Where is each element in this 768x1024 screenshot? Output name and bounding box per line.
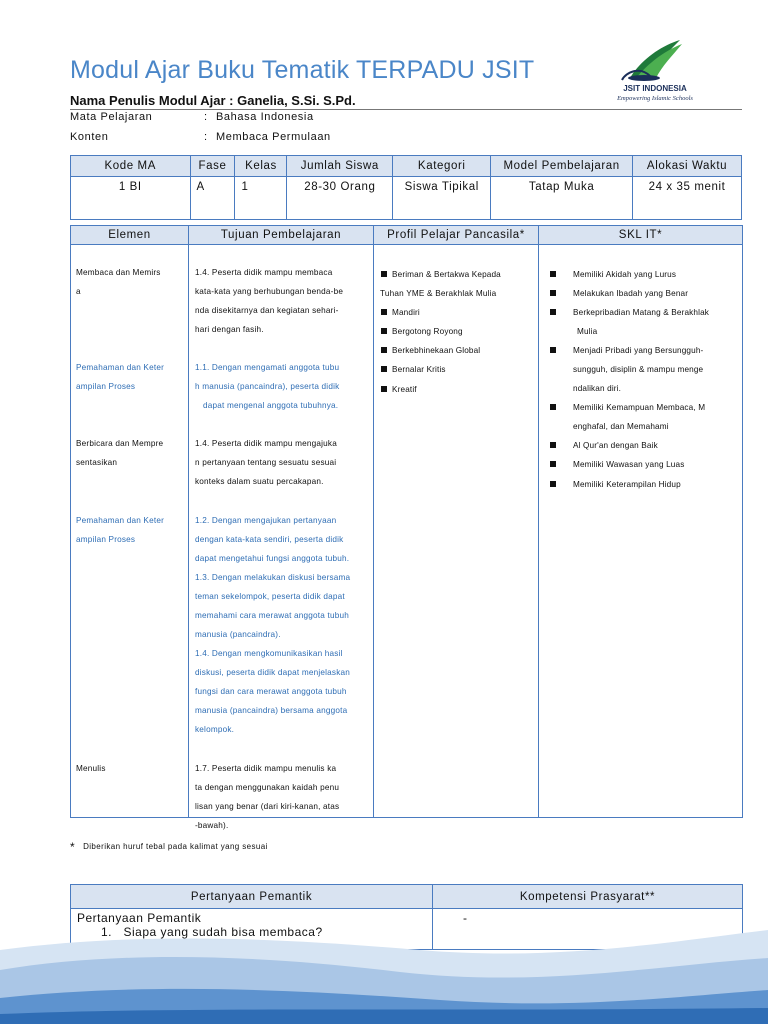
text-line: 1.4. Peserta didik mampu mengajuka	[195, 439, 337, 448]
skl-item	[549, 341, 703, 398]
col-header: Elemen	[71, 226, 189, 245]
text-line: Memiliki Kemampuan Membaca, M	[573, 403, 706, 412]
text-line: diskusi, peserta didik dapat menjelaskan	[195, 668, 351, 677]
text-line: sentasikan	[76, 458, 118, 467]
text-line: sungguh, disiplin & mampu menge	[573, 365, 704, 374]
text-line: dapat mengetahui fungsi anggota tubuh.	[195, 554, 350, 563]
skl-item	[549, 475, 681, 494]
profil-item	[380, 380, 417, 399]
col-header: Tujuan Pembelajaran	[189, 226, 374, 245]
skl-item	[549, 265, 676, 284]
cell: A	[190, 177, 235, 220]
text-line: 1.4. Dengan mengkomunikasikan hasil	[195, 649, 343, 658]
text-line: manusia (pancaindra).	[195, 630, 281, 639]
text-line: Melakukan Ibadah yang Benar	[573, 289, 689, 298]
text-line: Tuhan YME & Berakhlak Mulia	[380, 289, 497, 298]
col-header: Jumlah Siswa	[287, 156, 393, 177]
col-header: Kompetensi Prasyarat**	[433, 885, 743, 909]
meta-colon: :	[204, 131, 208, 143]
text-line: memahami cara merawat anggota tubuh	[195, 611, 349, 620]
col-header: SKL IT*	[539, 226, 743, 245]
text-line: Bernalar Kritis	[392, 365, 446, 374]
text-line: Berbicara dan Mempre	[76, 439, 164, 448]
text-line: Menulis	[76, 764, 106, 773]
learning-body-row	[71, 245, 743, 818]
profil-item	[380, 265, 501, 284]
text-line: Memiliki Keterampilan Hidup	[573, 480, 681, 489]
elemen-block	[76, 511, 164, 549]
meta-value: Bahasa Indonesia	[216, 111, 314, 123]
text-line: teman sekelompok, peserta didik dapat	[195, 592, 345, 601]
text-line: Beriman & Bertakwa Kepada	[392, 270, 501, 279]
text-line: ampilan Proses	[76, 382, 136, 391]
quill-icon	[600, 36, 710, 84]
col-header: Kode MA	[71, 156, 191, 177]
text-line: Memiliki Wawasan yang Luas	[573, 460, 685, 469]
skl-item	[549, 436, 658, 455]
document-title: Modul Ajar Buku Tematik TERPADU JSIT	[70, 56, 535, 84]
learning-header-row	[71, 226, 743, 245]
jsit-logo	[600, 36, 710, 110]
elemen-block	[76, 759, 106, 778]
text-line: dengan kata-kata sendiri, peserta didik	[195, 535, 344, 544]
elemen-block	[76, 358, 164, 396]
text-line: 1.7. Peserta didik mampu menulis ka	[195, 764, 337, 773]
text-line: 1.3. Dengan melakukan diskusi bersama	[195, 573, 351, 582]
skl-item	[549, 455, 684, 474]
text-line: Pemahaman dan Keter	[76, 516, 165, 525]
text-line: ampilan Proses	[76, 535, 136, 544]
text-line: 1.2. Dengan mengajukan pertanyaan	[195, 516, 337, 525]
summary-header-row	[71, 156, 742, 177]
elemen-block	[76, 434, 163, 472]
tujuan-block	[195, 434, 337, 491]
text-line: Kreatif	[392, 385, 417, 394]
tujuan-block	[195, 263, 343, 339]
col-header: Kategori	[393, 156, 491, 177]
footer-wave	[0, 920, 768, 1024]
skl-item	[549, 303, 709, 341]
text-line: Mulia	[577, 327, 598, 336]
text-line: Berkepribadian Matang & Berakhlak	[573, 308, 710, 317]
text-line: n pertanyaan tentang sesuatu sesuai	[195, 458, 337, 467]
text-line: Pemahaman dan Keter	[76, 363, 165, 372]
summary-table	[70, 155, 742, 220]
profil-item	[380, 360, 446, 379]
text-line: Memiliki Akidah yang Lurus	[573, 270, 677, 279]
meta-key: Konten	[70, 131, 109, 143]
col-header: Alokasi Waktu	[633, 156, 742, 177]
col-header: Fase	[190, 156, 235, 177]
text-line: Al Qur'an dengan Baik	[573, 441, 658, 450]
text-line: lisan yang benar (dari kiri-kanan, atas	[195, 802, 340, 811]
text-line: nda disekitarnya dan kegiatan sehari-	[195, 306, 339, 315]
text-line: enghafal, dan Memahami	[573, 422, 669, 431]
text-line: -bawah).	[195, 821, 229, 830]
cell: 28-30 Orang	[287, 177, 393, 220]
text-line: konteks dalam suatu percakapan.	[195, 477, 324, 486]
text-line: fungsi dan cara merawat anggota tubuh	[195, 687, 347, 696]
text-line: kata-kata yang berhubungan benda-be	[195, 287, 344, 296]
footnote-star: *	[70, 840, 76, 854]
profil-item	[380, 341, 480, 360]
text-line: hari dengan fasih.	[195, 325, 264, 334]
text-line: Menjadi Pribadi yang Bersungguh-	[573, 346, 704, 355]
text-line: dapat mengenal anggota tubuhnya.	[203, 401, 339, 410]
summary-data-row	[71, 177, 742, 220]
text-line: 1.1. Dengan mengamati anggota tubu	[195, 363, 340, 372]
tujuan-block	[195, 511, 350, 739]
text-line: kelompok.	[195, 725, 235, 734]
text-line: ta dengan menggunakan kaidah penu	[195, 783, 340, 792]
elemen-column	[71, 245, 189, 818]
text-line: a	[76, 287, 81, 296]
tujuan-block	[195, 759, 339, 835]
learning-table	[70, 225, 743, 830]
cell: 1 BI	[71, 177, 191, 220]
logo-tagline: Empowering Islamic Schools	[617, 95, 693, 102]
footnote	[70, 840, 268, 854]
profil-column	[374, 245, 539, 818]
col-header: Kelas	[235, 156, 287, 177]
tujuan-block	[195, 358, 339, 415]
prerequisite-value: -	[463, 911, 468, 925]
col-header: Model Pembelajaran	[491, 156, 633, 177]
question-item: 1. Siapa yang sudah bisa membaca?	[101, 925, 323, 939]
divider	[70, 109, 742, 110]
tujuan-column	[189, 245, 374, 830]
text-line: 1.4. Peserta didik mampu membaca	[195, 268, 333, 277]
skl-column	[539, 245, 743, 818]
profil-item	[380, 303, 420, 322]
text-line: Mandiri	[392, 308, 420, 317]
text-line: Bergotong Royong	[392, 327, 463, 336]
profil-item	[380, 322, 463, 341]
text-line: Membaca dan Memirs	[76, 268, 161, 277]
question-header-row	[71, 885, 743, 909]
cell: Siswa Tipikal	[393, 177, 491, 220]
logo-name: JSIT INDONESIA	[623, 84, 687, 93]
skl-item	[549, 284, 688, 303]
col-header: Pertanyaan Pemantik	[71, 885, 433, 909]
col-header: Profil Pelajar Pancasila*	[374, 226, 539, 245]
text-line: Berkebhinekaan Global	[392, 346, 481, 355]
meta-value: Membaca Permulaan	[216, 131, 331, 143]
text-line: ndalikan diri.	[573, 384, 622, 393]
cell: 24 x 35 menit	[633, 177, 742, 220]
author-line: Nama Penulis Modul Ajar : Ganelia, S.Si. S.Pd.	[70, 93, 356, 108]
skl-item	[549, 398, 705, 436]
cell: 1	[235, 177, 287, 220]
cell: Tatap Muka	[491, 177, 633, 220]
elemen-block	[76, 263, 161, 301]
meta-colon: :	[204, 111, 208, 123]
text-line: h manusia (pancaindra), peserta didik	[195, 382, 340, 391]
footnote-text: Diberikan huruf tebal pada kalimat yang sesuai	[83, 842, 268, 851]
question-title: Pertanyaan Pemantik	[77, 911, 202, 925]
meta-key: Mata Pelajaran	[70, 111, 153, 123]
text-line: manusia (pancaindra) bersama anggota	[195, 706, 348, 715]
